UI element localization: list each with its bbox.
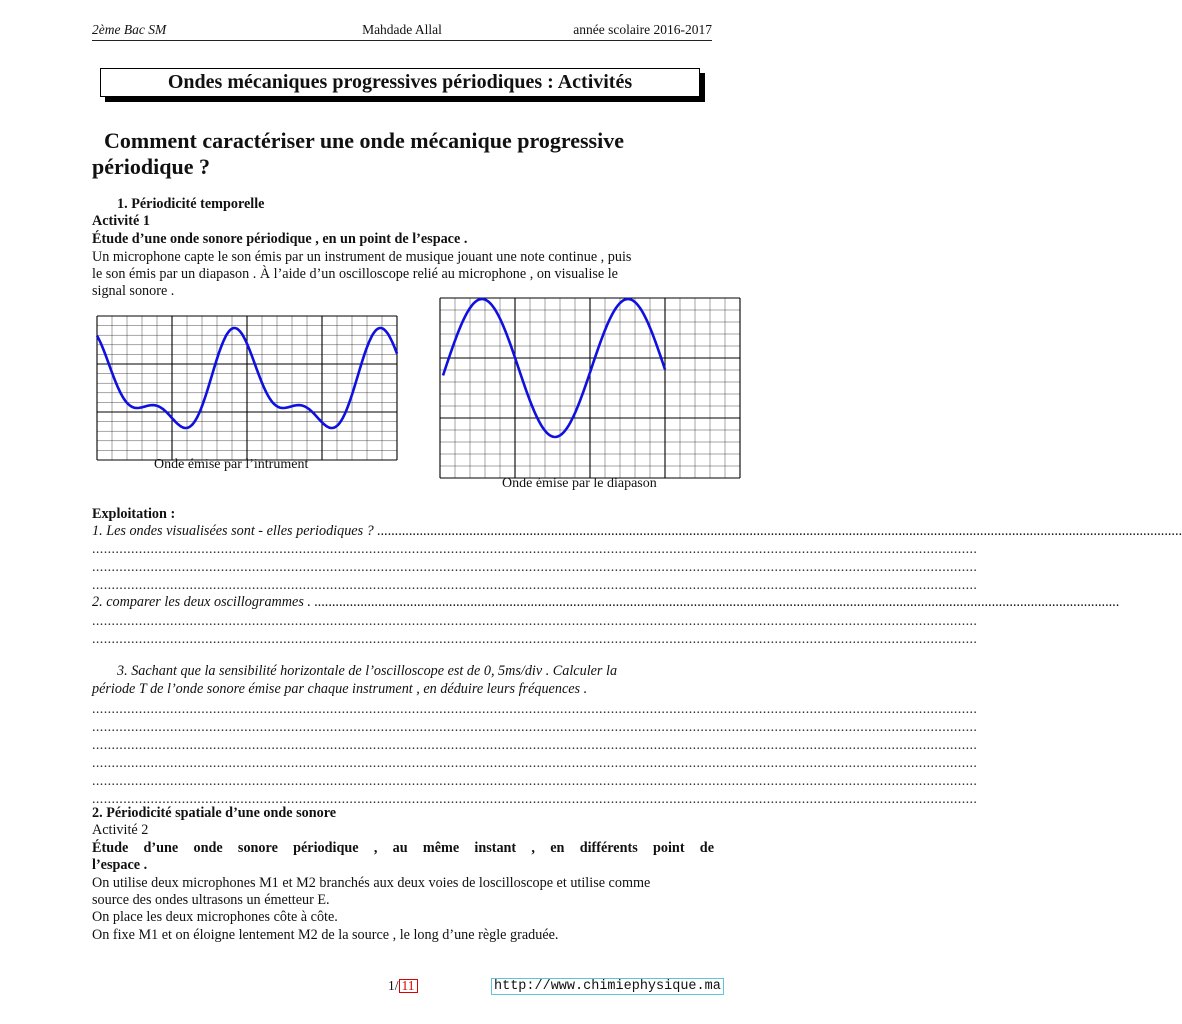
answer-line: ................................................................................................................................................................................................................................... — [92, 560, 978, 575]
section-title-line1: Comment caractériser une onde mécanique progressive — [104, 128, 624, 153]
activity2-label: Activité 2 — [92, 822, 149, 838]
activity2-text-4: On fixe M1 et on éloigne lentement M2 de la source , le long d’une règle graduée. — [92, 927, 559, 943]
question-1 — [92, 523, 1182, 540]
activity2-subtitle-2: l’espace . — [92, 857, 148, 873]
diapason-wave-trace — [443, 299, 665, 437]
answer-line: ................................................................................................................................................................................................................................... — [92, 542, 978, 557]
activity1-text-1: Un microphone capte le son émis par un instrument de musique jouant une note continue , puis — [92, 249, 632, 265]
activity2-text-2: source des ondes ultrasons un émetteur E. — [92, 892, 330, 908]
activity2-subtitle-1: Étude d’une onde sonore périodique , au même instant , en différents point de — [92, 840, 714, 856]
activity1-subtitle: Étude d’une onde sonore périodique , en un point de l’espace . — [92, 231, 468, 247]
answer-line: ................................................................................................................................................................................................................................... — [92, 774, 978, 789]
answer-line: ................................................................................................................................................................................................................................... — [92, 720, 978, 735]
answer-line: ................................................................................................................................................................................................................................... — [92, 756, 978, 771]
answer-line: ................................................................................................................................................................................................................................... — [92, 632, 978, 647]
answer-line: ................................................................................................................................................................................................................................... — [92, 578, 978, 593]
activity1-label: Activité 1 — [92, 213, 150, 229]
header-year: année scolaire 2016-2017 — [573, 22, 712, 37]
part2-heading: 2. Périodicité spatiale d’une onde sonore — [92, 805, 337, 821]
question-2-text: 2. comparer les deux oscillogrammes . — [92, 594, 311, 610]
oscilloscope-grid — [97, 316, 397, 460]
question-1-text: 1. Les ondes visualisées sont - elles periodiques ? — [92, 523, 374, 539]
section-title-line2: périodique ? — [92, 154, 210, 179]
header-class: 2ème Bac SM — [92, 22, 167, 37]
oscilloscope-grid — [440, 298, 740, 478]
answer-line: ................................................................................................................................................................................................................................... — [92, 792, 978, 807]
page-header — [92, 22, 712, 41]
part1-heading: 1. Périodicité temporelle — [117, 196, 265, 212]
section-title — [92, 128, 722, 180]
page-number — [388, 978, 418, 994]
website-link[interactable]: http://www.chimiephysique.ma — [491, 978, 724, 995]
page-total-link[interactable]: 11 — [399, 979, 418, 993]
question-3-line1: 3. Sachant que la sensibilité horizontale de l’oscilloscope est de 0, 5ms/div . Calculer la — [117, 663, 618, 679]
caption-diapason: Onde émise par le diapason — [502, 476, 657, 491]
activity2-text-3: On place les deux microphones côte à côte. — [92, 909, 338, 925]
activity1-text-2: le son émis par un diapason . À l’aide d’un oscilloscope relié au microphone , on visualise le — [92, 266, 618, 282]
answer-line: ................................................................................................................................................................................................................................... — [92, 738, 978, 753]
page-current: 1/ — [388, 978, 399, 993]
answer-dots: ................................................................................................................................................................................................................................... — [314, 594, 1120, 610]
caption-instrument: Onde émise par l’intrument — [154, 457, 309, 472]
oscillogram-instrument — [97, 316, 397, 460]
page-title: Ondes mécaniques progressives périodiques : Activités — [100, 68, 700, 97]
answer-line: ................................................................................................................................................................................................................................... — [92, 614, 978, 629]
oscillogram-diapason — [440, 298, 740, 478]
header-author: Mahdade Allal — [362, 22, 442, 37]
answer-dots: ................................................................................................................................................................................................................................... — [377, 523, 1182, 539]
question-2 — [92, 594, 1120, 611]
exploitation-heading: Exploitation : — [92, 506, 176, 522]
question-3-line2: période T de l’onde sonore émise par chaque instrument , en déduire leurs fréquences . — [92, 681, 588, 697]
answer-line: ................................................................................................................................................................................................................................... — [92, 702, 978, 717]
activity1-text-3: signal sonore . — [92, 283, 175, 299]
activity2-text-1: On utilise deux microphones M1 et M2 branchés aux deux voies de loscilloscope et utilise comme — [92, 875, 651, 891]
